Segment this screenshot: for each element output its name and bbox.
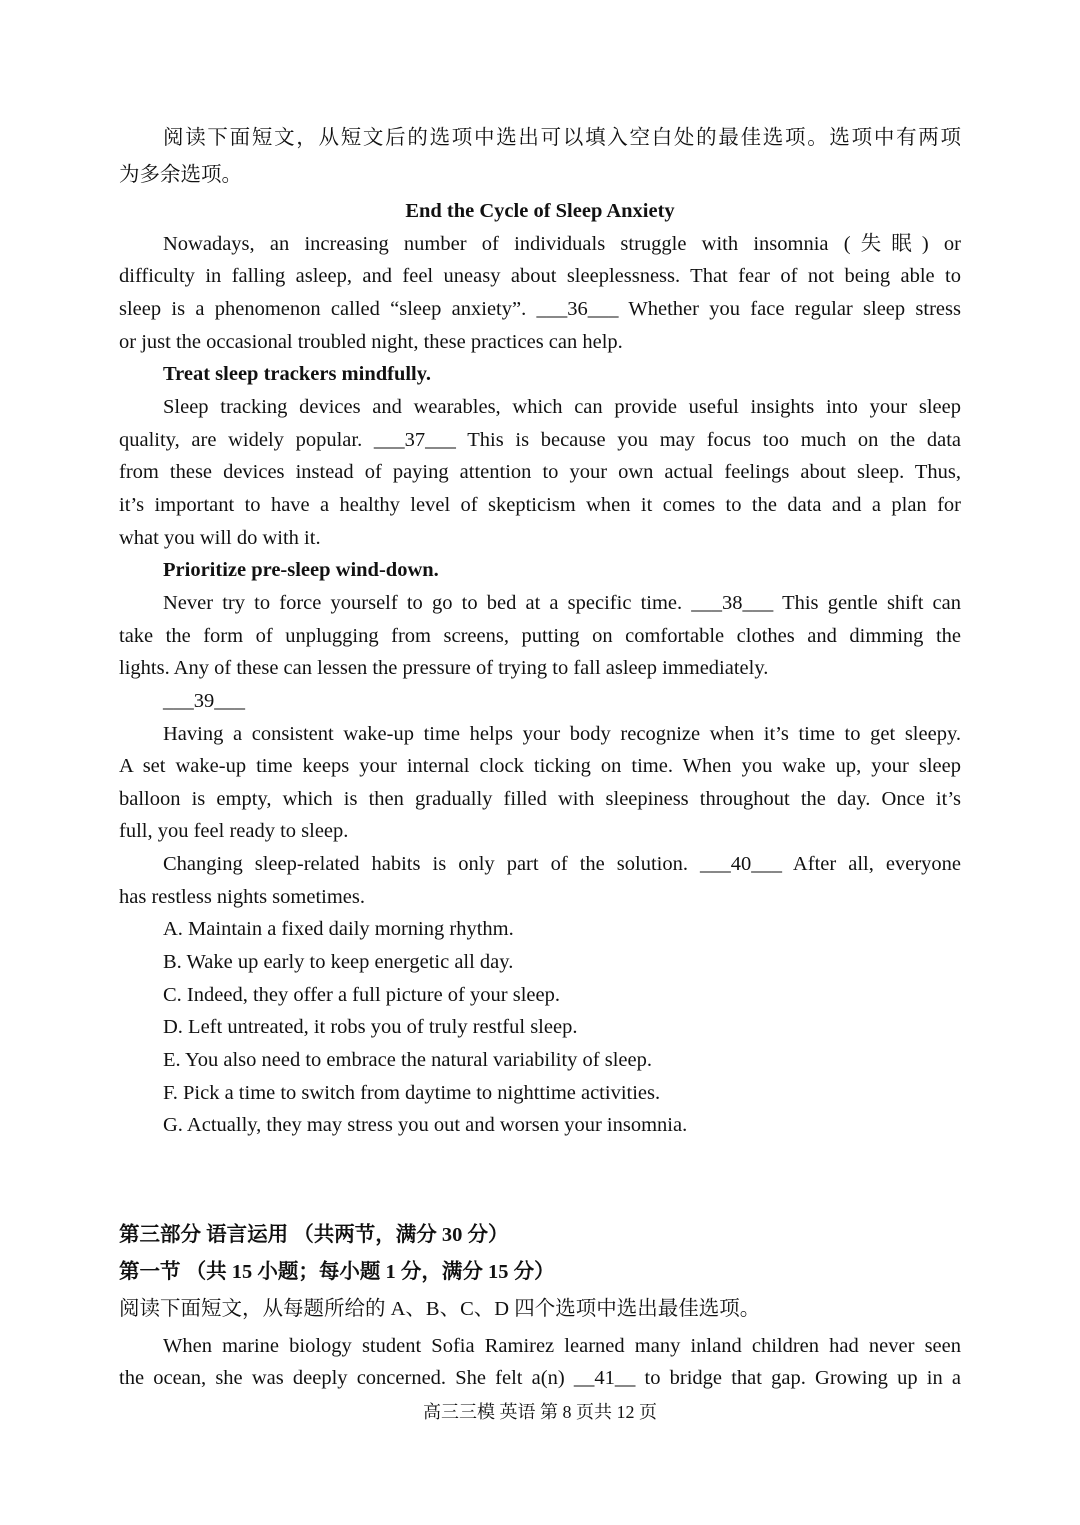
paragraph-line: Changing sleep-related habits is only part of the solution. ___40___ After all, everyone — [163, 853, 961, 875]
paragraph-line: or just the occasional troubled night, these practices can help. — [119, 331, 623, 353]
paragraph-line: has restless nights sometimes. — [119, 886, 365, 908]
paragraph-line: balloon is empty, which is then gradually filled with sleepiness throughout the day. Once it’s — [119, 788, 961, 810]
paragraph-line: Having a consistent wake-up time helps your body recognize when it’s time to get sleepy. — [163, 723, 961, 745]
paragraph-line: Nowadays, an increasing number of individuals struggle with insomnia (失眠) or — [163, 233, 961, 255]
paragraph-line: the ocean, she was deeply concerned. She felt a(n) __41__ to bridge that gap. Growing up in a — [119, 1367, 961, 1389]
passage-title: End the Cycle of Sleep Anxiety — [405, 200, 675, 222]
option-item: F. Pick a time to switch from daytime to nighttime activities. — [163, 1082, 661, 1104]
section-title: 第一节 （共 15 小题；每小题 1 分，满分 15 分） — [119, 1261, 555, 1283]
paragraph-line: take the form of unplugging from screens, putting on comfortable clothes and dimming the — [119, 625, 961, 647]
paragraph-line: When marine biology student Sofia Ramirez learned many inland children had never seen — [163, 1335, 961, 1357]
paragraph-line: from these devices instead of paying attention to your own actual feelings about sleep. Thus, — [119, 461, 961, 483]
option-item: A. Maintain a fixed daily morning rhythm. — [163, 918, 514, 940]
instruction-line: 阅读下面短文，从每题所给的 A、B、C、D 四个选项中选出最佳选项。 — [119, 1298, 761, 1320]
instruction-line: 为多余选项。 — [119, 164, 242, 186]
option-item: E. You also need to embrace the natural variability of sleep. — [163, 1049, 653, 1071]
paragraph-line: full, you feel ready to sleep. — [119, 820, 349, 842]
option-item: G. Actually, they may stress you out and worsen your insomnia. — [163, 1114, 688, 1136]
paragraph-line: what you will do with it. — [119, 527, 321, 549]
paragraph-line: quality, are widely popular. ___37___ This is because you may focus too much on the data — [119, 429, 961, 451]
option-item: D. Left untreated, it robs you of truly restful sleep. — [163, 1016, 578, 1038]
paragraph-line: lights. Any of these can lessen the pressure of trying to fall asleep immediately. — [119, 657, 769, 679]
paragraph-line: Never try to force yourself to go to bed at a specific time. ___38___ This gentle shift can — [163, 592, 961, 614]
paragraph-line: difficulty in falling asleep, and feel uneasy about sleeplessness. That fear of not being able to — [119, 265, 961, 287]
instruction-line: 阅读下面短文，从短文后的选项中选出可以填入空白处的最佳选项。选项中有两项 — [163, 127, 961, 149]
option-item: B. Wake up early to keep energetic all day. — [163, 951, 514, 973]
paragraph-line: sleep is a phenomenon called “sleep anxiety”. ___36___ Whether you face regular sleep stress — [119, 298, 961, 320]
option-item: C. Indeed, they offer a full picture of your sleep. — [163, 984, 560, 1006]
part-title: 第三部分 语言运用 （共两节，满分 30 分） — [119, 1224, 509, 1246]
blank-heading: ___39___ — [163, 690, 245, 712]
page-footer: 高三三模 英语 第 8 页共 12 页 — [423, 1402, 657, 1422]
paragraph-line: it’s important to have a healthy level of skepticism when it comes to the data and a plan for — [119, 494, 961, 516]
section-heading: Prioritize pre-sleep wind-down. — [163, 559, 439, 581]
paragraph-line: Sleep tracking devices and wearables, which can provide useful insights into your sleep — [163, 396, 961, 418]
paragraph-line: A set wake-up time keeps your internal clock ticking on time. When you wake up, your sleep — [119, 755, 961, 777]
section-heading: Treat sleep trackers mindfully. — [163, 363, 431, 385]
